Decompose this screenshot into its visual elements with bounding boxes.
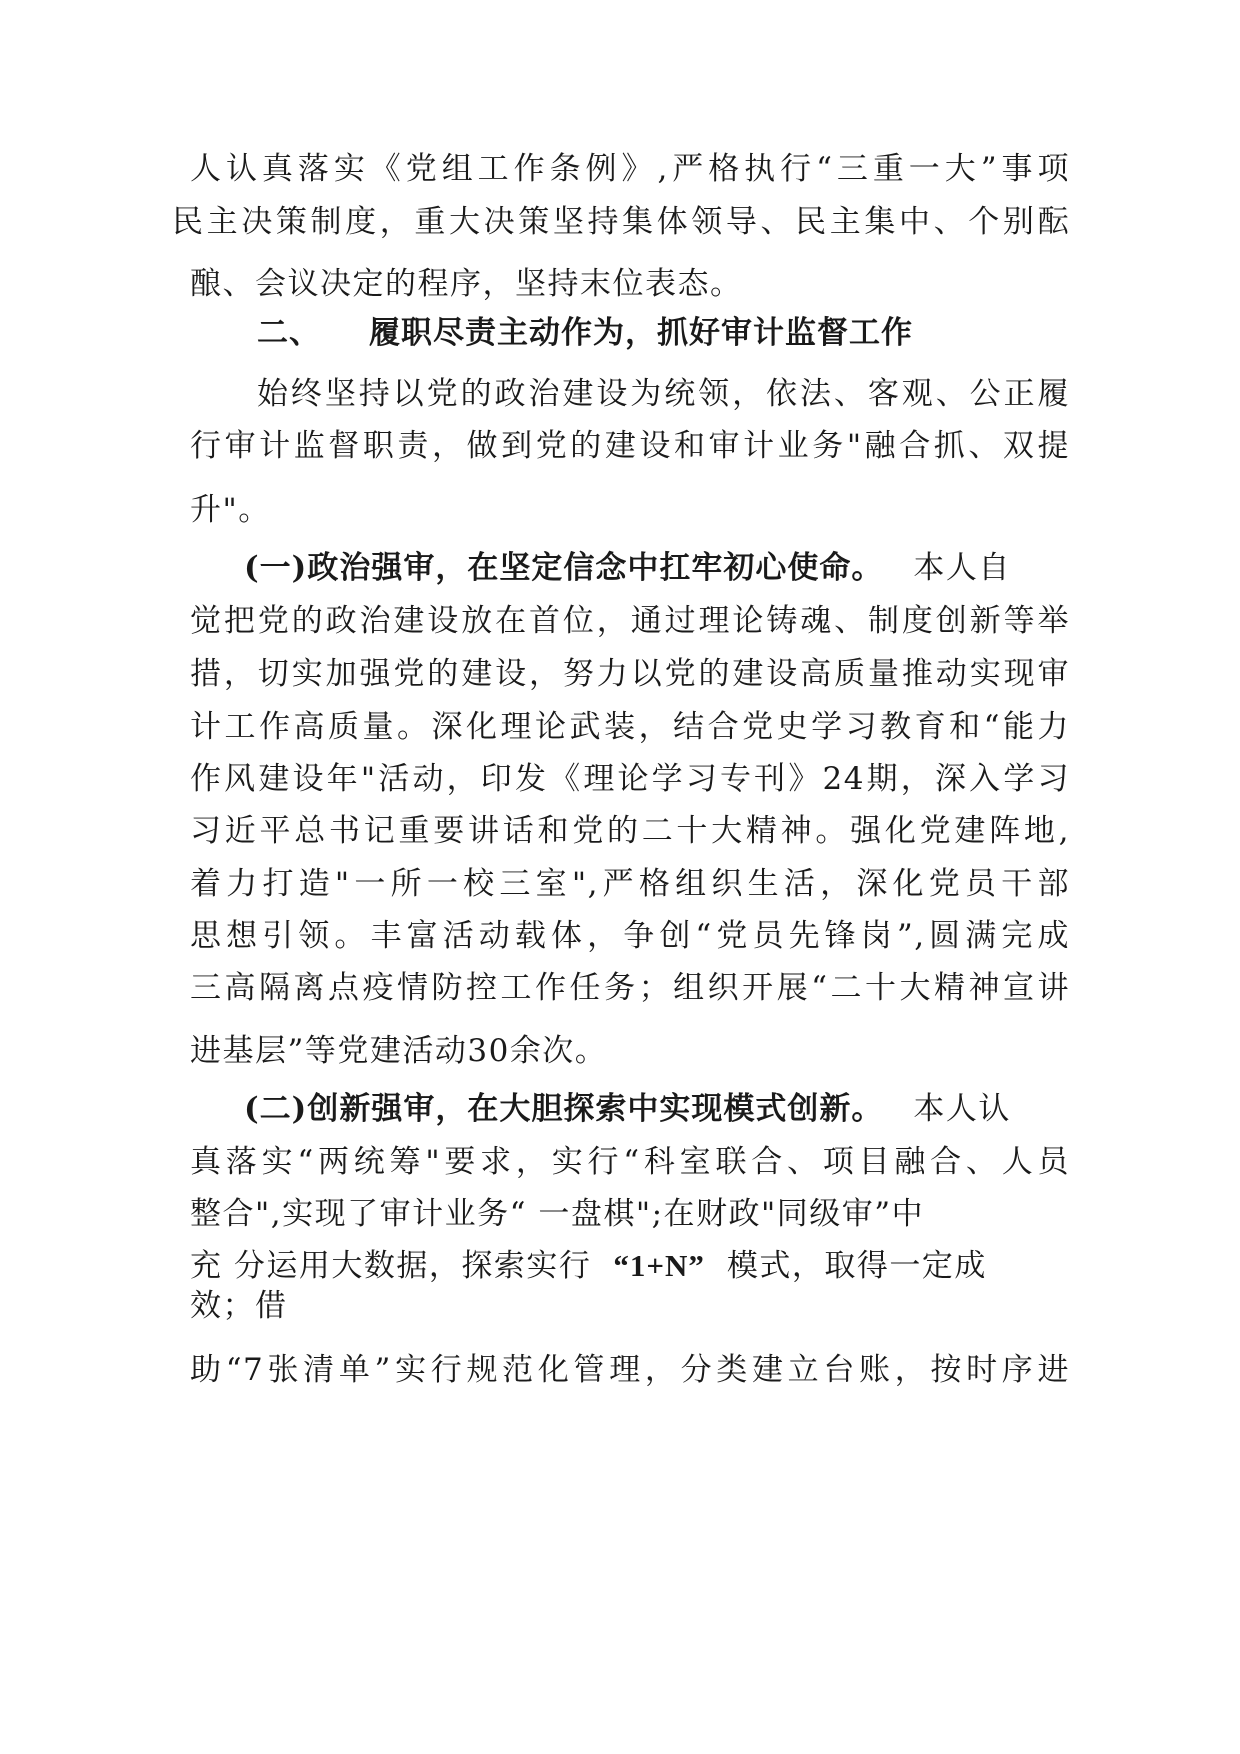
subsection-title: (一)政治强审，在坚定信念中扛牢初心使命。 [244, 550, 884, 586]
paragraph-line: 觉把党的政治建设放在首位，通过理论铸魂、制度创新等举 [190, 603, 1070, 639]
paragraph-line: 三高隔离点疫情防控工作任务；组织开展“二十大精神宣讲 [190, 970, 1070, 1006]
section-heading [257, 313, 957, 353]
paragraph-line: 思想引领。丰富活动载体，争创“党员先锋岗”,圆满完成 [190, 918, 1070, 954]
paragraph-line [190, 1246, 1030, 1286]
paragraph-line: 民主决策制度，重大决策坚持集体领导、民主集中、个别酝 [172, 204, 1070, 240]
paragraph-line: 酿、会议决定的程序，坚持末位表态。 [190, 266, 743, 302]
paragraph-line: 始终坚持以党的政治建设为统领，依法、客观、公正履 [257, 376, 1070, 412]
paragraph-text: 模式，取得一定成 [726, 1248, 987, 1284]
subsection-line [244, 548, 1070, 588]
subsection-line [244, 1089, 1070, 1129]
subsection-text: 本人认 [913, 1091, 1011, 1127]
section-heading-text: 履职尽责主动作为，抓好审计监督工作 [369, 315, 913, 351]
model-label: “1+N” [613, 1248, 705, 1283]
paragraph-line: 措，切实加强党的建设，努力以党的建设高质量推动实现审 [190, 656, 1070, 692]
paragraph-line: 行审计监督职责，做到党的建设和审计业务"融合抓、双提 [190, 428, 1070, 464]
paragraph-line: 计工作高质量。深化理论武装，结合党史学习教育和“能力 [190, 709, 1070, 745]
paragraph-line: 习近平总书记重要讲话和党的二十大精神。强化党建阵地, [190, 813, 1070, 849]
paragraph-line: 进基层”等党建活动30余次。 [190, 1033, 608, 1069]
paragraph-line: 效；借 [190, 1288, 288, 1324]
paragraph-line: 作风建设年"活动，印发《理论学习专刊》24期，深入学习 [190, 761, 1070, 797]
subsection-title: (二)创新强审，在大胆探索中实现模式创新。 [244, 1091, 884, 1127]
paragraph-line: 整合",实现了审计业务“ 一盘棋";在财政"同级审”中 [190, 1196, 925, 1232]
paragraph-line: 助“7张清单”实行规范化管理，分类建立台账，按时序进 [190, 1352, 1070, 1388]
section-heading-number: 二、 [257, 315, 321, 351]
paragraph-line: 真落实“两统筹"要求，实行“科室联合、项目融合、人员 [190, 1144, 1070, 1180]
paragraph-line: 着力打造"一所一校三室",严格组织生活，深化党员干部 [190, 866, 1070, 902]
paragraph-text: 充 分运用大数据，探索实行 [190, 1248, 592, 1284]
subsection-text: 本人自 [913, 550, 1011, 586]
paragraph-line: 人认真落实《党组工作条例》,严格执行“三重一大”事项 [190, 151, 1070, 187]
paragraph-line: 升"。 [190, 492, 271, 528]
